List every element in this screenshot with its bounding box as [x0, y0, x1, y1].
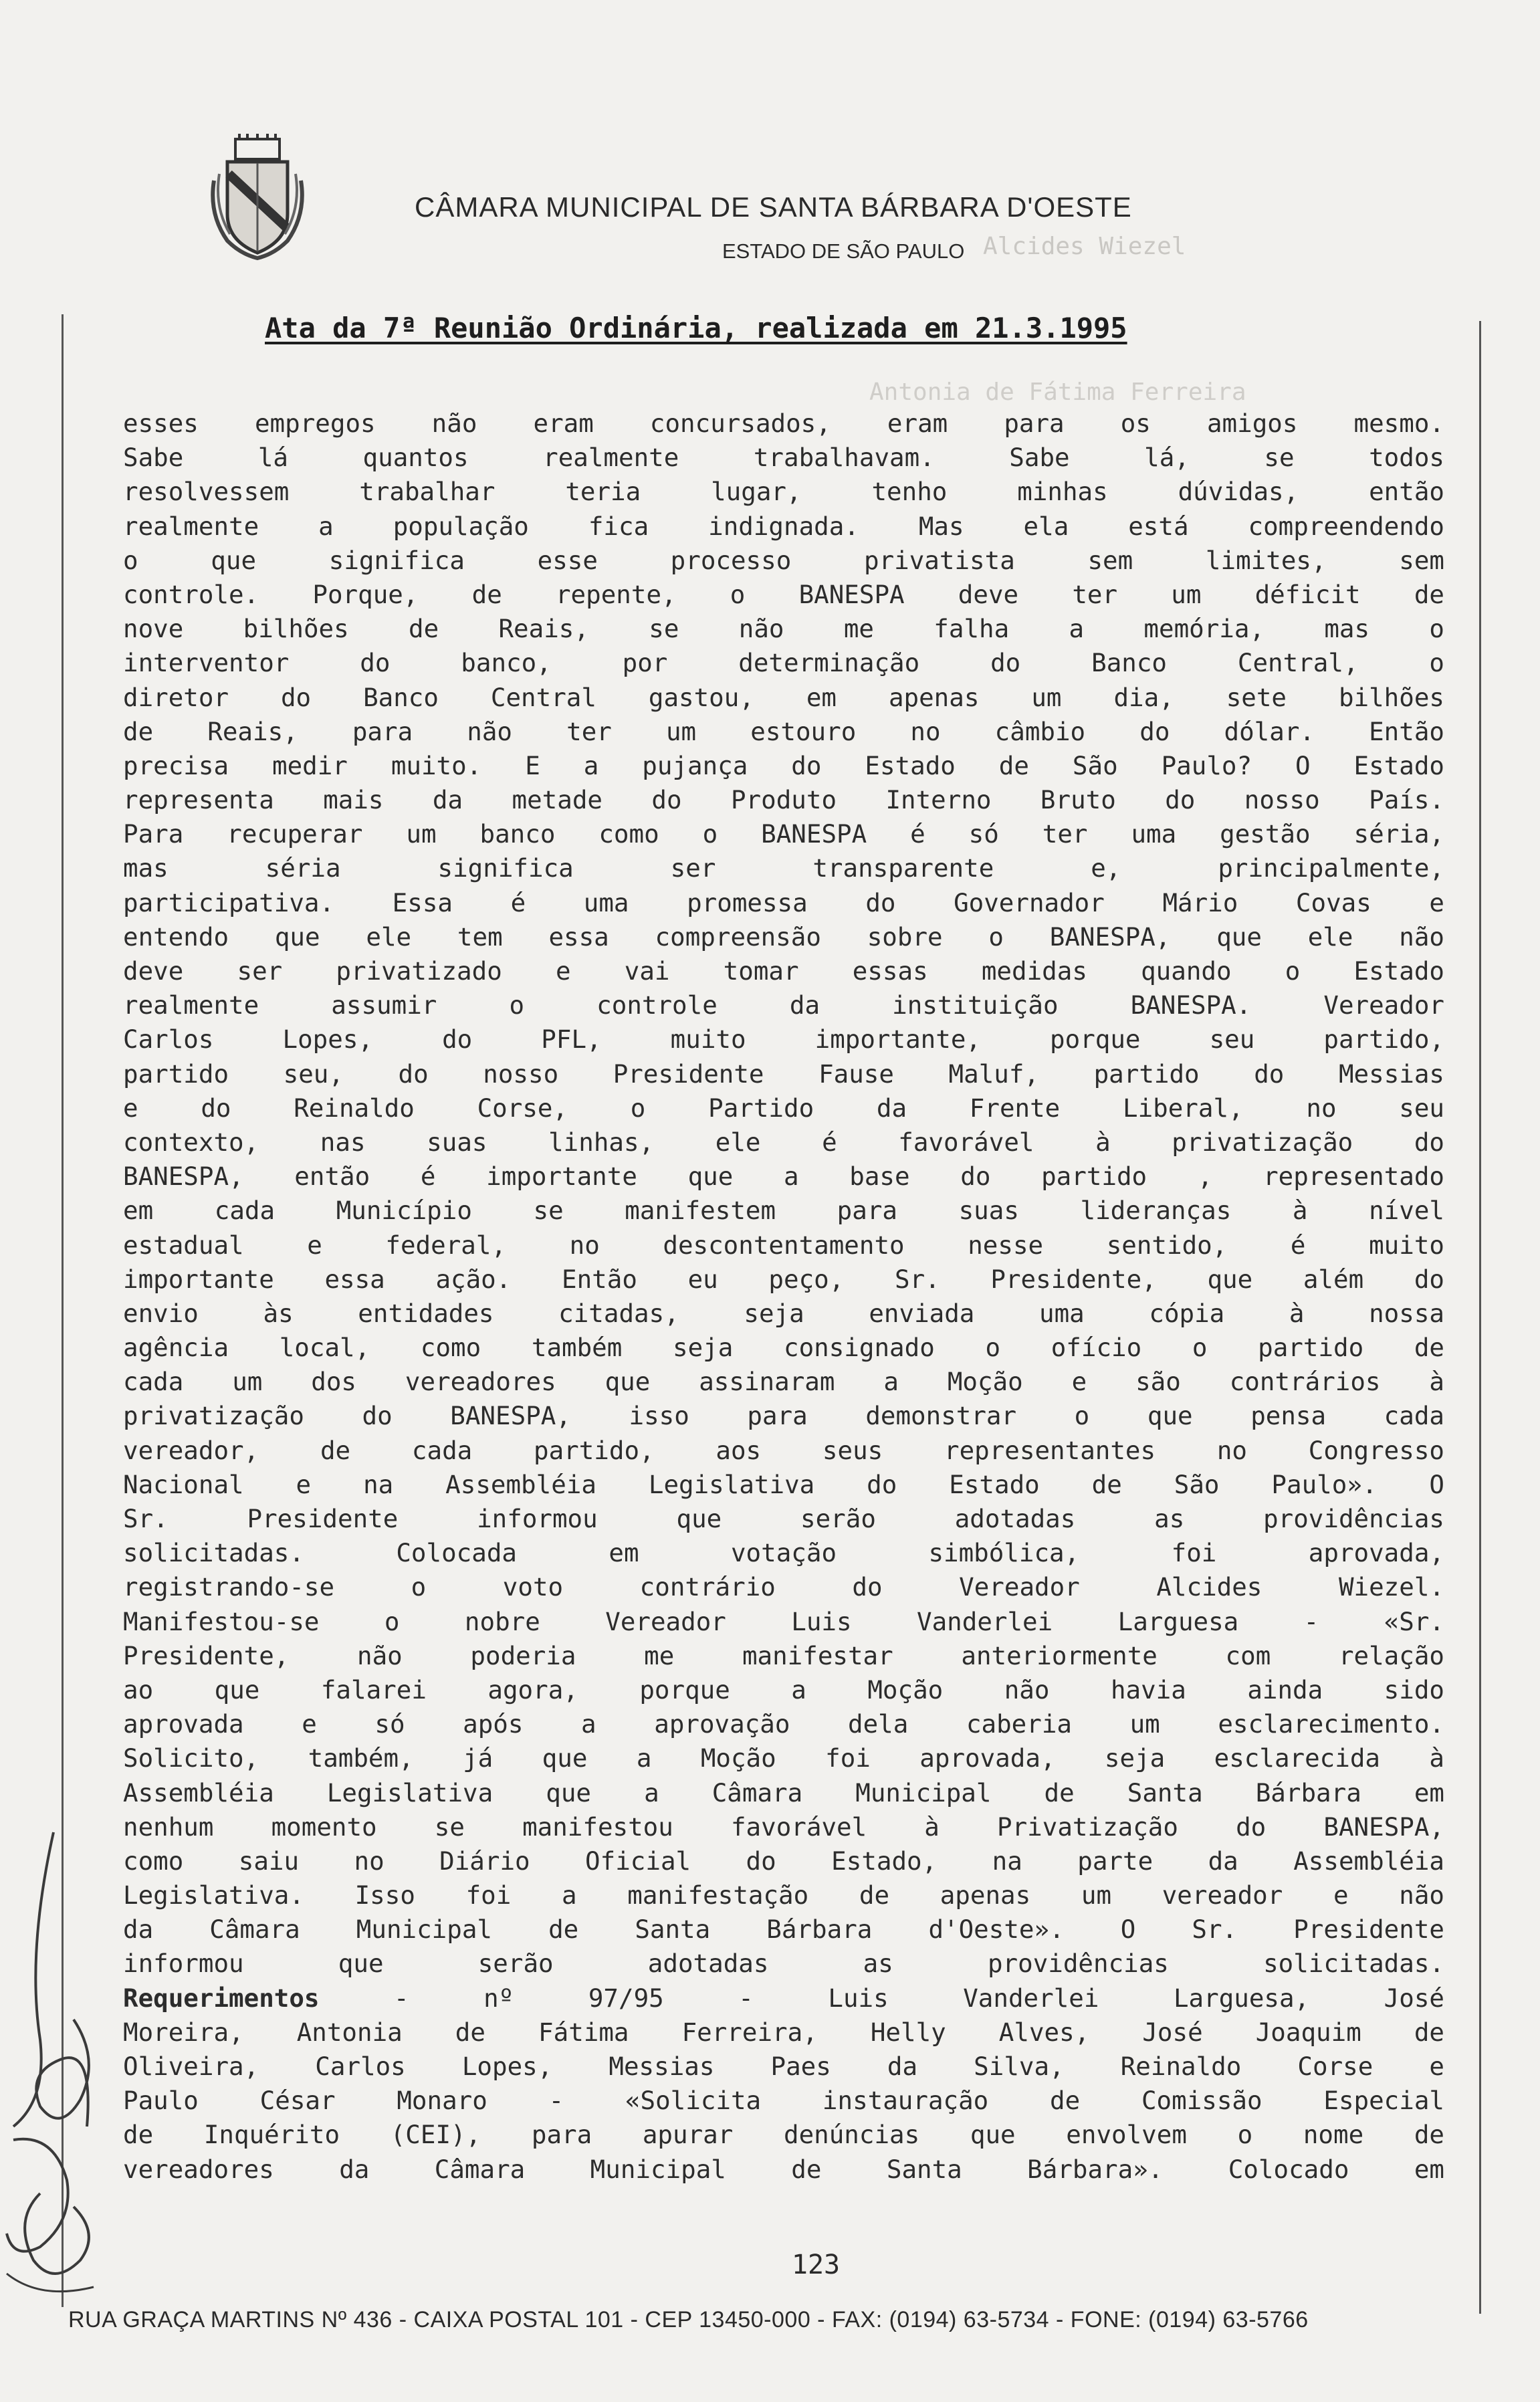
- text-line: [123, 1878, 1444, 1913]
- text-line: [123, 1091, 1444, 1125]
- text-line-content: cada um dos vereadores que assinaram a Moção e são contrários à: [123, 1367, 1444, 1397]
- text-line-content: o que significa esse processo privatista sem limites, sem: [123, 545, 1444, 575]
- right-margin-rule: [1479, 321, 1481, 2314]
- text-line: [123, 612, 1444, 646]
- text-line-content: contexto, nas suas linhas, ele é favorável à privatização do: [123, 1127, 1444, 1157]
- text-line: [123, 1844, 1444, 1878]
- handwritten-signature: [0, 1819, 114, 2327]
- text-line: [123, 578, 1444, 612]
- text-line-content: Presidente, não poderia me manifestar anteriormente com relação: [123, 1640, 1444, 1670]
- text-line-content: Paulo César Monaro - «Solicita instauração de Comissão Especial: [123, 2086, 1444, 2116]
- requerimentos-first-line: - nº 97/95 - Luis Vanderlei Larguesa, José: [319, 1983, 1444, 2013]
- text-line-content: agência local, como também seja consignado o ofício o partido de: [123, 1333, 1444, 1363]
- text-line-content: Moreira, Antonia de Fátima Ferreira, Helly Alves, José Joaquim de: [123, 2017, 1444, 2047]
- text-line: [123, 1263, 1444, 1297]
- page-number: 123: [791, 2250, 841, 2280]
- text-line: [123, 1570, 1444, 1604]
- text-line: [123, 715, 1444, 749]
- text-line: [123, 681, 1444, 715]
- text-line-content: deve ser privatizado e vai tomar essas medidas quando o Estado: [123, 956, 1444, 986]
- text-line: [123, 1365, 1444, 1399]
- text-line: [123, 2153, 1444, 2187]
- text-line-content: controle. Porque, de repente, o BANESPA deve ter um déficit de: [123, 579, 1444, 609]
- text-line: [123, 1194, 1444, 1228]
- text-line: [123, 2118, 1444, 2152]
- text-line-content: vereadores da Câmara Municipal de Santa Bárbara». Colocado em: [123, 2154, 1444, 2184]
- text-line-content: de Inquérito (CEI), para apurar denúncias que envolvem o nome de: [123, 2120, 1444, 2150]
- text-line: [123, 475, 1444, 509]
- text-line-content: solicitadas. Colocada em votação simbólica, foi aprovada,: [123, 1538, 1444, 1568]
- text-line: [123, 1297, 1444, 1331]
- text-line-content: Para recuperar um banco como o BANESPA é só ter uma gestão séria,: [123, 819, 1444, 849]
- text-line: [123, 1502, 1444, 1536]
- text-line: [123, 441, 1444, 475]
- text-line-content: aprovada e só após a aprovação dela caberia um esclarecimento.: [123, 1709, 1444, 1739]
- text-line: [123, 1399, 1444, 1433]
- text-line: [123, 1673, 1444, 1707]
- text-line: [123, 920, 1444, 954]
- text-line-content: entendo que ele tem essa compreensão sobre o BANESPA, que ele não: [123, 921, 1444, 952]
- institution-name: CÂMARA MUNICIPAL DE SANTA BÁRBARA D'OESTE: [415, 191, 1132, 223]
- requerimentos-lines: [123, 2015, 1444, 2187]
- coat-of-arms-emblem: [207, 134, 308, 261]
- text-line-content: representa mais da metade do Produto Interno Bruto do nosso País.: [123, 785, 1444, 815]
- text-line-content: Assembléia Legislativa que a Câmara Municipal de Santa Bárbara em: [123, 1777, 1444, 1808]
- text-line: [123, 2015, 1444, 2050]
- text-line-content: partido seu, do nosso Presidente Fause Maluf, partido do Messias: [123, 1059, 1444, 1089]
- text-line-content: Nacional e na Assembléia Legislativa do Estado de São Paulo». O: [123, 1469, 1444, 1499]
- body-lines: [123, 407, 1444, 1981]
- text-line-content: estadual e federal, no descontentamento nesse sentido, é muito: [123, 1230, 1444, 1260]
- text-line: [123, 1468, 1444, 1502]
- minutes-title: Ata da 7ª Reunião Ordinária, realizada em 21.3.1995: [265, 312, 1127, 344]
- text-line-content: resolvessem trabalhar teria lugar, tenho minhas dúvidas, então: [123, 477, 1444, 507]
- text-line-content: Sabe lá quantos realmente trabalhavam. Sabe lá, se todos: [123, 443, 1444, 473]
- text-line-content: registrando-se o voto contrário do Vereador Alcides Wiezel.: [123, 1572, 1444, 1602]
- text-line: [123, 1913, 1444, 1947]
- text-line-content: envio às entidades citadas, seja enviada uma cópia à nossa: [123, 1298, 1444, 1328]
- bleed-through-text: Antonia de Fátima Ferreira: [869, 378, 1246, 406]
- text-line-content: informou que serão adotadas as providências solicitadas.: [123, 1949, 1444, 1979]
- text-line: [123, 1125, 1444, 1160]
- text-line: [123, 851, 1444, 885]
- text-line-content: da Câmara Municipal de Santa Bárbara d'Oeste». O Sr. Presidente: [123, 1915, 1444, 1945]
- text-line-content: vereador, de cada partido, aos seus representantes no Congresso: [123, 1435, 1444, 1465]
- text-line: [123, 1741, 1444, 1775]
- text-line: [123, 1639, 1444, 1673]
- text-line: [123, 783, 1444, 817]
- text-line: [123, 1228, 1444, 1263]
- text-line: [123, 2050, 1444, 2084]
- text-line-content: mas séria significa ser transparente e, principalmente,: [123, 853, 1444, 883]
- text-line: [123, 510, 1444, 544]
- text-line: [123, 1776, 1444, 1810]
- requerimentos-label: Requerimentos: [123, 1983, 320, 2013]
- text-line-content: Sr. Presidente informou que serão adotadas as providências: [123, 1504, 1444, 1533]
- text-line: [123, 1331, 1444, 1365]
- text-line: [123, 1434, 1444, 1468]
- text-line: [123, 2084, 1444, 2118]
- text-line-content: privatização do BANESPA, isso para demonstrar o que pensa cada: [123, 1401, 1444, 1431]
- text-line-content: Legislativa. Isso foi a manifestação de apenas um vereador e não: [123, 1880, 1444, 1910]
- text-line-content: participativa. Essa é uma promessa do Governador Mário Covas e: [123, 887, 1444, 917]
- text-line: [123, 1810, 1444, 1844]
- text-line-content: importante essa ação. Então eu peço, Sr. Presidente, que além do: [123, 1264, 1444, 1294]
- text-line-content: ao que falarei agora, porque a Moção não havia ainda sido: [123, 1674, 1444, 1705]
- text-line: [123, 1160, 1444, 1194]
- institution-state: ESTADO DE SÃO PAULO: [722, 239, 965, 263]
- text-line: [123, 886, 1444, 920]
- text-line-content: Carlos Lopes, do PFL, muito importante, porque seu partido,: [123, 1024, 1444, 1055]
- text-line: [123, 1605, 1444, 1639]
- text-line: [123, 1536, 1444, 1570]
- text-line-content: e do Reinaldo Corse, o Partido da Frente Liberal, no seu: [123, 1093, 1444, 1123]
- text-line: [123, 1022, 1444, 1057]
- text-line: [123, 749, 1444, 783]
- bleed-through-text: Alcides Wiezel: [983, 233, 1186, 260]
- text-line-content: BANESPA, então é importante que a base do partido , representado: [123, 1162, 1444, 1192]
- text-line-content: esses empregos não eram concursados, eram para os amigos mesmo.: [123, 409, 1444, 438]
- text-line-content: diretor do Banco Central gastou, em apenas um dia, sete bilhões: [123, 682, 1444, 712]
- text-line: [123, 817, 1444, 851]
- text-line: [123, 1947, 1444, 1981]
- text-line: [123, 1057, 1444, 1091]
- text-line-content: nove bilhões de Reais, se não me falha a memória, mas o: [123, 614, 1444, 644]
- text-line-content: realmente assumir o controle da instituição BANESPA. Vereador: [123, 990, 1444, 1020]
- text-line-content: nenhum momento se manifestou favorável à Privatização do BANESPA,: [123, 1812, 1444, 1842]
- requerimentos-line: [123, 1981, 1444, 2015]
- text-line-content: como saiu no Diário Oficial do Estado, na parte da Assembléia: [123, 1846, 1444, 1876]
- text-line-content: realmente a população fica indignada. Mas ela está compreendendo: [123, 511, 1444, 541]
- minutes-body: [123, 407, 1444, 2187]
- text-line: [123, 544, 1444, 578]
- text-line-content: Solicito, também, já que a Moção foi aprovada, seja esclarecida à: [123, 1743, 1444, 1773]
- footer-address: RUA GRAÇA MARTINS Nº 436 - CAIXA POSTAL 101 - CEP 13450-000 - FAX: (0194) 63-5734 - FONE: (0194) 63-5766: [68, 2307, 1309, 2332]
- text-line: [123, 954, 1444, 988]
- text-line: [123, 988, 1444, 1022]
- text-line-content: precisa medir muito. E a pujança do Estado de São Paulo? O Estado: [123, 750, 1444, 780]
- text-line: [123, 407, 1444, 441]
- text-line-content: de Reais, para não ter um estouro no câmbio do dólar. Então: [123, 716, 1444, 746]
- text-line: [123, 1707, 1444, 1741]
- text-line-content: interventor do banco, por determinação do Banco Central, o: [123, 648, 1444, 678]
- text-line-content: Oliveira, Carlos Lopes, Messias Paes da Silva, Reinaldo Corse e: [123, 2052, 1444, 2081]
- text-line-content: em cada Município se manifestem para suas lideranças à nível: [123, 1196, 1444, 1226]
- text-line-content: Manifestou-se o nobre Vereador Luis Vanderlei Larguesa - «Sr.: [123, 1606, 1444, 1636]
- text-line: [123, 646, 1444, 680]
